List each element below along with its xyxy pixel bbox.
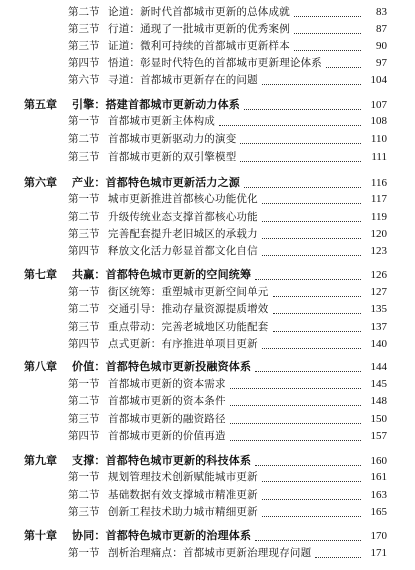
page-number: 148 <box>370 395 387 407</box>
section-number: 第一节 <box>68 193 100 205</box>
section-number: 第四节 <box>68 57 100 69</box>
section-title: 城市更新推进首都核心功能优化 <box>108 193 258 205</box>
dot-leader <box>262 480 361 482</box>
section-title: 首都城市更新的双引擎模型 <box>108 151 237 163</box>
section-title: 完善配套提升老旧城区的承载力 <box>108 228 258 240</box>
toc-section-row[interactable] <box>0 392 415 410</box>
page-number: 110 <box>370 133 387 145</box>
chapter-title: 协同：首都特色城市更新的治理体系 <box>72 529 252 542</box>
toc-section-row[interactable] <box>0 283 415 301</box>
page-number: 170 <box>370 530 387 542</box>
dot-leader <box>262 498 361 500</box>
page-number: 116 <box>370 177 387 189</box>
section-title: 规划管理技术创新赋能城市更新 <box>108 471 258 483</box>
section-title: 悟道：彰显时代特色的首都城市更新理论体系 <box>108 57 322 69</box>
section-title: 首都城市更新的价值再造 <box>108 430 226 442</box>
section-title: 首都城市更新的资本条件 <box>108 395 226 407</box>
dot-leader <box>262 254 361 256</box>
toc-section-row[interactable] <box>0 208 415 226</box>
section-title: 行道：通现了一批城市更新的优秀案例 <box>108 23 290 35</box>
chapter-number: 第七章 <box>24 268 57 281</box>
dot-leader <box>219 124 361 126</box>
toc-section-row[interactable] <box>0 468 415 486</box>
toc-section-row[interactable] <box>0 242 415 260</box>
section-title: 街区统筹：重塑城市更新空间单元 <box>108 286 269 298</box>
page-number: 97 <box>376 57 387 69</box>
toc-section-row[interactable] <box>0 112 415 130</box>
dot-leader <box>262 347 361 349</box>
dot-leader <box>240 160 361 162</box>
section-title: 首都城市更新主体构成 <box>108 115 215 127</box>
page-number: 126 <box>370 269 387 281</box>
section-number: 第二节 <box>68 133 100 145</box>
section-title: 首都城市更新驱动力的演变 <box>108 133 237 145</box>
dot-leader <box>262 202 361 204</box>
section-number: 第四节 <box>68 338 100 350</box>
section-title: 论道：新时代首都城市更新的总体成就 <box>108 6 290 18</box>
page-number: 140 <box>370 338 387 350</box>
toc-section-row[interactable] <box>0 503 415 521</box>
toc-section-row[interactable] <box>0 544 415 562</box>
section-number: 第三节 <box>68 23 100 35</box>
section-title: 基础数据有效支撑城市精准更新 <box>108 489 258 501</box>
section-number: 第一节 <box>68 378 100 390</box>
dot-leader <box>262 83 361 85</box>
dot-leader <box>244 186 361 188</box>
page-number: 145 <box>370 378 387 390</box>
section-number: 第一节 <box>68 547 100 559</box>
dot-leader <box>244 108 361 110</box>
section-number: 第六节 <box>68 74 100 86</box>
chapter-title: 引擎：搭建首都城市更新动力体系 <box>72 98 240 111</box>
section-number: 第三节 <box>68 40 100 52</box>
section-number: 第一节 <box>68 115 100 127</box>
toc-section-row[interactable] <box>0 71 415 89</box>
toc-chapter-row[interactable] <box>0 527 415 545</box>
chapter-number: 第十章 <box>24 529 57 542</box>
page-number: 119 <box>370 211 387 223</box>
page-number: 135 <box>370 303 387 315</box>
toc-chapter-row[interactable] <box>0 266 415 284</box>
chapter-title: 产业：首都特色城市更新活力之源 <box>72 176 240 189</box>
page-number: 160 <box>370 455 387 467</box>
dot-leader <box>255 464 361 466</box>
page-number: 127 <box>370 286 387 298</box>
page-number: 120 <box>370 228 387 240</box>
dot-leader <box>273 330 362 332</box>
page-number: 171 <box>370 547 387 559</box>
section-number: 第四节 <box>68 245 100 257</box>
section-number: 第二节 <box>68 489 100 501</box>
toc-section-row[interactable] <box>0 37 415 55</box>
page-number: 107 <box>370 99 387 111</box>
section-title: 首都城市更新的融资路径 <box>108 413 226 425</box>
page-number: 90 <box>376 40 387 52</box>
section-number: 第三节 <box>68 228 100 240</box>
dot-leader <box>273 312 362 314</box>
section-number: 第一节 <box>68 286 100 298</box>
page-number: 83 <box>376 6 387 18</box>
chapter-title: 共赢：首都特色城市更新的空间统筹 <box>72 268 252 281</box>
section-number: 第四节 <box>68 430 100 442</box>
toc-section-row[interactable] <box>0 427 415 445</box>
dot-leader <box>273 295 362 297</box>
page-number: 144 <box>370 361 387 373</box>
toc-section-row[interactable] <box>0 486 415 504</box>
section-title: 证道：微利可持续的首都城市更新样本 <box>108 40 290 52</box>
section-title: 交通引导：推动存量资源提质增效 <box>108 303 269 315</box>
section-title: 创新工程技术助力城市精细更新 <box>108 506 258 518</box>
section-number: 第二节 <box>68 6 100 18</box>
page-number: 165 <box>370 506 387 518</box>
section-number: 第三节 <box>68 321 100 333</box>
dot-leader <box>294 49 361 51</box>
chapter-number: 第八章 <box>24 360 57 373</box>
section-title: 重点带动：完善老城地区功能配套 <box>108 321 269 333</box>
section-number: 第一节 <box>68 471 100 483</box>
page-number: 108 <box>370 115 387 127</box>
section-number: 第二节 <box>68 303 100 315</box>
toc-section-row[interactable] <box>0 335 415 353</box>
chapter-number: 第九章 <box>24 454 57 467</box>
dot-leader <box>255 539 361 541</box>
dot-leader <box>262 237 361 239</box>
toc-section-row[interactable] <box>0 20 415 38</box>
toc-section-row[interactable] <box>0 318 415 336</box>
section-title: 升级传统业态支撑首都核心功能 <box>108 211 258 223</box>
section-number: 第二节 <box>68 211 100 223</box>
page-number: 117 <box>370 193 387 205</box>
dot-leader <box>315 556 361 558</box>
dot-leader <box>262 515 361 517</box>
page-number: 123 <box>370 245 387 257</box>
section-title: 点式更新：有序推进单项目更新 <box>108 338 258 350</box>
page-number: 87 <box>376 23 387 35</box>
page-number: 161 <box>370 471 387 483</box>
dot-leader <box>294 32 361 34</box>
page-number: 150 <box>370 413 387 425</box>
chapter-title: 支撑：首都特色城市更新的科技体系 <box>72 454 252 467</box>
page-number: 137 <box>370 321 387 333</box>
dot-leader <box>255 370 361 372</box>
dot-leader <box>230 387 361 389</box>
section-title: 寻道：首都城市更新存在的问题 <box>108 74 258 86</box>
dot-leader <box>294 15 361 17</box>
dot-leader <box>255 278 361 280</box>
toc-section-row[interactable] <box>0 375 415 393</box>
page-number: 157 <box>370 430 387 442</box>
section-number: 第三节 <box>68 151 100 163</box>
section-number: 第二节 <box>68 395 100 407</box>
dot-leader <box>230 422 361 424</box>
dot-leader <box>326 66 361 68</box>
page-number: 104 <box>370 74 387 86</box>
dot-leader <box>262 220 361 222</box>
toc-section-row[interactable] <box>0 148 415 166</box>
chapter-number: 第五章 <box>24 98 57 111</box>
toc-section-row[interactable] <box>0 190 415 208</box>
section-number: 第三节 <box>68 413 100 425</box>
toc-chapter-row[interactable] <box>0 358 415 376</box>
section-number: 第三节 <box>68 506 100 518</box>
chapter-number: 第六章 <box>24 176 57 189</box>
toc-section-row[interactable] <box>0 410 415 428</box>
dot-leader <box>230 404 361 406</box>
chapter-title: 价值：首都特色城市更新投融资体系 <box>72 360 252 373</box>
section-title: 剖析治理痛点：首都城市更新治理现存问题 <box>108 547 312 559</box>
toc-section-row[interactable] <box>0 300 415 318</box>
dot-leader <box>240 142 361 144</box>
page-number: 163 <box>370 489 387 501</box>
page-number: 111 <box>371 151 387 163</box>
toc-section-row[interactable] <box>0 3 415 21</box>
section-title: 首都城市更新的资本需求 <box>108 378 226 390</box>
toc-section-row[interactable] <box>0 225 415 243</box>
dot-leader <box>230 439 361 441</box>
toc-section-row[interactable] <box>0 130 415 148</box>
toc-section-row[interactable] <box>0 54 415 72</box>
section-title: 释放文化活力彰显首都文化自信 <box>108 245 258 257</box>
